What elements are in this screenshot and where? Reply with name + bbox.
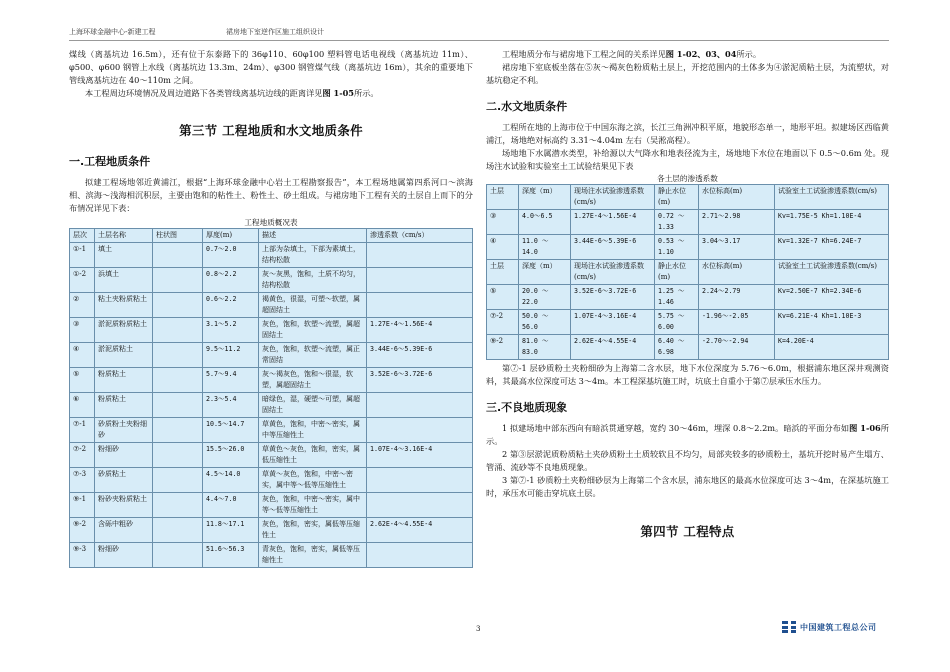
row-description: 暗绿色，湿，硬塑～可塑，属超固结土 bbox=[259, 393, 367, 418]
row-column-chart bbox=[153, 268, 203, 293]
row-description: 灰色，饱和，软塑～流塑，属超固结土 bbox=[259, 318, 367, 343]
perm-col-header: 水位标高(m) bbox=[699, 185, 775, 210]
table-row bbox=[70, 293, 473, 318]
perm-lab-coef: Kv=2.50E-7 Kh=2.34E-6 bbox=[775, 285, 889, 310]
col-header-thickness: 厚度(m) bbox=[203, 229, 259, 243]
table-row bbox=[487, 335, 889, 360]
perm-col-header: 深度（m） bbox=[519, 185, 571, 210]
geology-relation-paragraph bbox=[486, 48, 889, 61]
perm-col-header: 现场注水试验渗透系数(cm/s) bbox=[571, 260, 655, 285]
perm-static-level: 0.53 ～ 1.10 bbox=[655, 235, 699, 260]
perm-static-level: 0.72 ～ 1.33 bbox=[655, 210, 699, 235]
adverse-paragraph-3: 3 第⑦-1 砂质粉土夹粉细砂层为上海第二个含水层，浦东地区的最高水位深度可达 3～4m，在深基坑施工时，承压水可能击穿坑底土层。 bbox=[486, 475, 889, 498]
row-layer: ⑤ bbox=[70, 368, 95, 393]
company-logo-icon bbox=[782, 621, 796, 633]
perm-layer: ⑦-2 bbox=[487, 310, 519, 335]
row-layer: ⑦-3 bbox=[70, 468, 95, 493]
row-column-chart bbox=[153, 468, 203, 493]
perm-col-header: 现场注水试验渗透系数(cm/s) bbox=[571, 185, 655, 210]
perm-static-level: 1.25 ～ 1.46 bbox=[655, 285, 699, 310]
row-column-chart bbox=[153, 343, 203, 368]
table-row bbox=[70, 318, 473, 343]
row-column-chart bbox=[153, 293, 203, 318]
table-row bbox=[70, 543, 473, 568]
row-layer: ③ bbox=[70, 318, 95, 343]
perm-field-coef: 3.52E-6～3.72E-6 bbox=[571, 285, 655, 310]
perm-water-elevation: 2.24～2.79 bbox=[699, 285, 775, 310]
row-thickness: 5.7～9.4 bbox=[203, 368, 259, 393]
perm-depth: 11.0 ～ 14.0 bbox=[519, 235, 571, 260]
perm-col-header: 水位标高(m) bbox=[699, 260, 775, 285]
geology-relation-end: 所示。 bbox=[736, 49, 762, 59]
row-description: 上部为杂填土，下部为素填土，结构松散 bbox=[259, 243, 367, 268]
row-thickness: 10.5～14.7 bbox=[203, 418, 259, 443]
row-permeability: 1.07E-4～3.16E-4 bbox=[367, 443, 473, 468]
row-layer: ⑦-1 bbox=[70, 418, 95, 443]
adverse-paragraph-1 bbox=[486, 422, 889, 448]
row-column-chart bbox=[153, 443, 203, 468]
page-number: 3 bbox=[476, 625, 481, 633]
row-soil-name: 粉砂夹粉质粘土 bbox=[95, 493, 153, 518]
col-header-name: 土层名称 bbox=[95, 229, 153, 243]
row-layer: ⑨-3 bbox=[70, 543, 95, 568]
row-soil-name: 淤泥质粉质粘土 bbox=[95, 318, 153, 343]
perm-lab-coef: Kv=6.21E-4 Kh=1.10E-3 bbox=[775, 310, 889, 335]
perm-field-coef: 1.07E-4～3.16E-4 bbox=[571, 310, 655, 335]
row-column-chart bbox=[153, 318, 203, 343]
row-soil-name: 粉质粘土 bbox=[95, 393, 153, 418]
figure-ref-1-05: 图 1-05 bbox=[322, 88, 354, 98]
row-thickness: 3.1～5.2 bbox=[203, 318, 259, 343]
row-column-chart bbox=[153, 393, 203, 418]
row-soil-name: 砂质粉土夹粉细砂 bbox=[95, 418, 153, 443]
row-column-chart bbox=[153, 518, 203, 543]
hydrology-paragraph-2: 场地地下水属潜水类型，补给源以大气降水和地表径流为主，场地地下水位在地面以下 0.5～0.6m 处。现场注水试验和实验室土工试验结果见下表 bbox=[486, 148, 889, 171]
perm-col-header: 静止水位(m) bbox=[655, 260, 699, 285]
row-permeability bbox=[367, 493, 473, 518]
row-column-chart bbox=[153, 493, 203, 518]
row-soil-name: 含砾中粗砂 bbox=[95, 518, 153, 543]
header-divider bbox=[69, 40, 889, 41]
adverse-paragraph-2: 2 第③层淤泥质粉质粘土夹砂质粉土土质较软且不均匀，局部夹较多的砂质粉土，基坑开挖时易产生塌方、管涌、流砂等不良地质现象。 bbox=[486, 449, 889, 472]
row-permeability bbox=[367, 468, 473, 493]
perm-layer: ③ bbox=[487, 210, 519, 235]
table-row bbox=[70, 368, 473, 393]
row-soil-name: 浜填土 bbox=[95, 268, 153, 293]
perm-layer: ⑤ bbox=[487, 285, 519, 310]
geology-paragraph: 拟建工程场地邻近黄浦江，根据“上海环球金融中心岩土工程勘察报告”，本工程场地属第四系河口～滨海相、滨海～浅海相沉积层，主要由饱和的粘性土、粉性土、砂土组成。与裙房地下工程有关的土层自上而下的分布情况详见下表： bbox=[69, 177, 473, 213]
subsection-geology-title: 一.工程地质条件 bbox=[69, 155, 151, 168]
perm-water-elevation: -2.70～-2.94 bbox=[699, 335, 775, 360]
row-column-chart bbox=[153, 368, 203, 393]
col-header-column-chart: 柱状图 bbox=[153, 229, 203, 243]
surrounding-text-end: 所示。 bbox=[353, 88, 379, 98]
perm-col-header: 土层 bbox=[487, 185, 519, 210]
row-description: 草黄～灰色，饱和，中密～密实，属中等～低等压缩性土 bbox=[259, 468, 367, 493]
header-project: 上海环球金融中心-新建工程 bbox=[69, 28, 156, 36]
perm-depth: 20.0 ～ 22.0 bbox=[519, 285, 571, 310]
company-name: 中国建筑工程总公司 bbox=[800, 622, 877, 632]
row-description: 灰色，饱和，密实，属低等压缩性土 bbox=[259, 518, 367, 543]
perm-static-level: 5.75 ～ 6.00 bbox=[655, 310, 699, 335]
table-row bbox=[70, 518, 473, 543]
table-row bbox=[70, 393, 473, 418]
row-soil-name: 粉细砂 bbox=[95, 543, 153, 568]
company-logo bbox=[782, 621, 877, 633]
perm-col-header: 试验室土工试验渗透系数(cm/s) bbox=[775, 260, 889, 285]
permeability-table-caption: 各土层的渗透系数 bbox=[657, 174, 718, 183]
row-description: 褐黄色，很湿，可塑～软塑，属超固结土 bbox=[259, 293, 367, 318]
perm-lab-coef: Kv=1.32E-7 Kh=6.24E-7 bbox=[775, 235, 889, 260]
table-row bbox=[70, 418, 473, 443]
table-row bbox=[487, 285, 889, 310]
table-row bbox=[70, 343, 473, 368]
geology-table bbox=[69, 228, 473, 568]
row-column-chart bbox=[153, 418, 203, 443]
adverse-text-1-end: 所示。 bbox=[486, 423, 889, 446]
row-permeability bbox=[367, 393, 473, 418]
row-permeability bbox=[367, 543, 473, 568]
row-thickness: 15.5～26.0 bbox=[203, 443, 259, 468]
row-thickness: 0.7～2.0 bbox=[203, 243, 259, 268]
row-soil-name: 填土 bbox=[95, 243, 153, 268]
row-description: 灰～灰黑，饱和，土质不均匀，结构松散 bbox=[259, 268, 367, 293]
geology-relation-text: 工程地质分布与裙房地下工程之间的关系详见 bbox=[502, 49, 666, 59]
row-thickness: 11.8～17.1 bbox=[203, 518, 259, 543]
row-layer: ⑦-2 bbox=[70, 443, 95, 468]
table-row bbox=[487, 235, 889, 260]
header-doc-title: 裙房地下室逆作区施工组织设计 bbox=[226, 28, 324, 36]
row-permeability bbox=[367, 268, 473, 293]
row-layer: ①-2 bbox=[70, 268, 95, 293]
table-row bbox=[70, 268, 473, 293]
hydrology-paragraph-1: 工程所在地的上海市位于中国东海之滨，长江三角洲冲积平原，地貌形态单一，地形平坦。拟建场区西临黄浦江，场地绝对标高约 3.31～4.04m 左右（吴淞高程）。 bbox=[486, 122, 889, 145]
figure-ref-1-06: 图 1-06 bbox=[849, 423, 881, 433]
row-column-chart bbox=[153, 243, 203, 268]
table-row bbox=[70, 243, 473, 268]
row-thickness: 4.5～14.0 bbox=[203, 468, 259, 493]
col-header-description: 描述 bbox=[259, 229, 367, 243]
perm-layer: ④ bbox=[487, 235, 519, 260]
left-column bbox=[69, 48, 473, 568]
table-row bbox=[70, 443, 473, 468]
geology-table-header bbox=[70, 229, 473, 243]
row-layer: ④ bbox=[70, 343, 95, 368]
row-description: 灰～褐灰色，饱和～很湿，软塑，属超固结土 bbox=[259, 368, 367, 393]
subsection-hydrology-title: 二.水文地质条件 bbox=[486, 100, 568, 113]
subsection-adverse-title: 三.不良地质现象 bbox=[486, 401, 568, 414]
perm-col-header: 深度（m） bbox=[519, 260, 571, 285]
row-description: 草黄色，饱和，中密～密实，属中等压缩性土 bbox=[259, 418, 367, 443]
row-soil-name: 粉质粘土 bbox=[95, 368, 153, 393]
row-description: 草黄色～灰色，饱和，密实，属低压缩性土 bbox=[259, 443, 367, 468]
row-permeability: 3.52E-6～3.72E-6 bbox=[367, 368, 473, 393]
geology-table-caption: 工程地质概况表 bbox=[244, 218, 298, 227]
row-soil-name: 淤泥质粘土 bbox=[95, 343, 153, 368]
perm-col-header: 静止水位(m) bbox=[655, 185, 699, 210]
row-thickness: 4.4～7.0 bbox=[203, 493, 259, 518]
row-permeability bbox=[367, 418, 473, 443]
permeability-table bbox=[486, 184, 889, 360]
row-soil-name: 粉细砂 bbox=[95, 443, 153, 468]
row-layer: ② bbox=[70, 293, 95, 318]
confined-water-paragraph: 第⑦-1 层砂质粉土夹粉细砂为上海第二含水层，地下水位深度为 5.76～6.0m，根据浦东地区深井观测资料，其最高水位深度可达 3～4m。本工程深基坑施工时，坑底土自重小于第⑦层承压水压力。 bbox=[486, 363, 889, 386]
section-4-title: 第四节 工程特点 bbox=[640, 524, 735, 539]
row-permeability bbox=[367, 243, 473, 268]
table-row bbox=[487, 310, 889, 335]
perm-col-header: 试验室土工试验渗透系数(cm/s) bbox=[775, 185, 889, 210]
surrounding-paragraph bbox=[69, 87, 473, 100]
perm-water-elevation: 3.04～3.17 bbox=[699, 235, 775, 260]
col-header-layer: 层次 bbox=[70, 229, 95, 243]
perm-depth: 81.0 ～ 83.0 bbox=[519, 335, 571, 360]
row-description: 灰色，饱和，中密～密实，属中等～低等压缩性土 bbox=[259, 493, 367, 518]
right-column bbox=[486, 48, 889, 554]
row-soil-name: 砂质粘土 bbox=[95, 468, 153, 493]
perm-col-header: 土层 bbox=[487, 260, 519, 285]
row-thickness: 0.6～2.2 bbox=[203, 293, 259, 318]
row-description: 灰色，饱和，软塑～流塑，属正常固结 bbox=[259, 343, 367, 368]
row-permeability: 2.62E-4～4.55E-4 bbox=[367, 518, 473, 543]
permeability-table-header bbox=[487, 260, 889, 285]
row-column-chart bbox=[153, 543, 203, 568]
perm-layer: ⑨-2 bbox=[487, 335, 519, 360]
row-soil-name: 粘土夹粉质粘土 bbox=[95, 293, 153, 318]
row-layer: ①-1 bbox=[70, 243, 95, 268]
surrounding-text: 本工程周边环境情况及周边道路下各类管线离基坑边线的距离详见 bbox=[85, 88, 323, 98]
table-row bbox=[70, 468, 473, 493]
row-thickness: 0.8～2.2 bbox=[203, 268, 259, 293]
row-permeability: 1.27E-4～1.56E-4 bbox=[367, 318, 473, 343]
row-layer: ⑨-1 bbox=[70, 493, 95, 518]
perm-water-elevation: 2.71～2.98 bbox=[699, 210, 775, 235]
adverse-text-1: 1 拟建场地中部东西向有暗浜贯通穿越，宽约 30～46m，埋深 0.8～2.2m。暗浜的平面分布如 bbox=[502, 423, 850, 433]
perm-field-coef: 1.27E-4～1.56E-4 bbox=[571, 210, 655, 235]
perm-depth: 50.0 ～ 56.0 bbox=[519, 310, 571, 335]
base-paragraph: 裙房地下室底板坐落在⑤灰～褐灰色粉质粘土层上，开挖范围内的土体多为④淤泥质粘土层，为流塑状，对基坑稳定不利。 bbox=[486, 62, 889, 85]
row-layer: ⑨-2 bbox=[70, 518, 95, 543]
perm-lab-coef: K=4.20E-4 bbox=[775, 335, 889, 360]
permeability-table-header bbox=[487, 185, 889, 210]
row-permeability bbox=[367, 293, 473, 318]
perm-field-coef: 2.62E-4～4.55E-4 bbox=[571, 335, 655, 360]
table-row bbox=[70, 493, 473, 518]
row-thickness: 2.3～5.4 bbox=[203, 393, 259, 418]
row-thickness: 51.6～56.3 bbox=[203, 543, 259, 568]
perm-static-level: 6.40 ～ 6.98 bbox=[655, 335, 699, 360]
perm-field-coef: 3.44E-6～5.39E-6 bbox=[571, 235, 655, 260]
perm-water-elevation: -1.96～-2.05 bbox=[699, 310, 775, 335]
row-layer: ⑥ bbox=[70, 393, 95, 418]
table-row bbox=[487, 210, 889, 235]
perm-lab-coef: Kv=1.75E-5 Kh=1.10E-4 bbox=[775, 210, 889, 235]
section-3-title: 第三节 工程地质和水文地质条件 bbox=[179, 123, 363, 138]
col-header-permeability: 渗透系数（cm/s） bbox=[367, 229, 473, 243]
row-permeability: 3.44E-6～5.39E-6 bbox=[367, 343, 473, 368]
intro-paragraph: 煤线（离基坑边 16.5m），还有位于东泰路下的 36φ110、60φ100 塑料管电话电视线（离基坑边 11m）、φ500、φ600 钢管上水线（离基坑边 13.3m、24m）、φ300 钢管煤气线（离基坑边 16m），其余的重要地下管线离基坑边在 40～110m 之间。 bbox=[69, 49, 473, 85]
row-thickness: 9.5～11.2 bbox=[203, 343, 259, 368]
figure-ref-1-02: 图 1-02、03、04 bbox=[665, 49, 737, 59]
perm-depth: 4.0～6.5 bbox=[519, 210, 571, 235]
row-description: 青灰色，饱和，密实，属低等压缩性土 bbox=[259, 543, 367, 568]
